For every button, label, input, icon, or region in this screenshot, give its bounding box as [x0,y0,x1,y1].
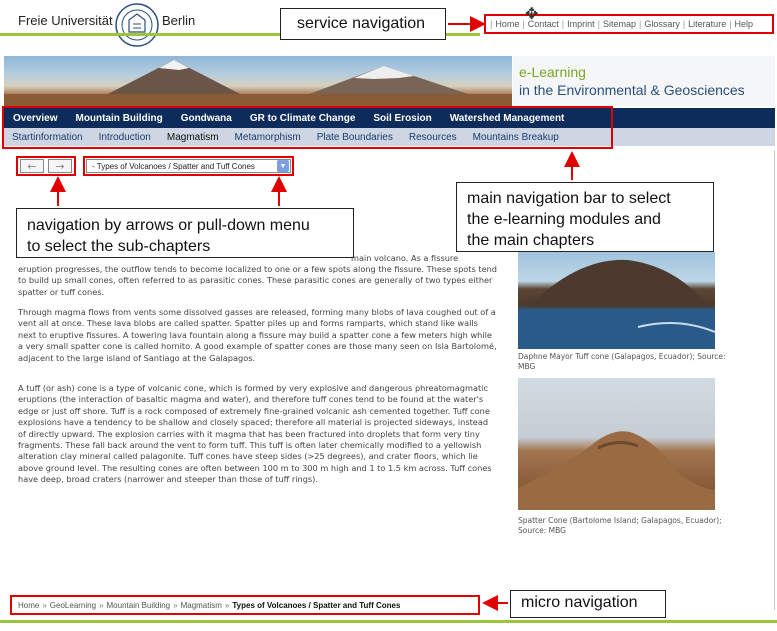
sub-nav-magmatism[interactable]: Magmatism [166,131,219,143]
move-cursor-icon: ✥ [525,4,539,23]
service-link-help[interactable]: Help [734,19,754,29]
sub-nav-resources[interactable]: Resources [408,131,457,143]
banner-title [513,56,775,106]
footer-divider [0,620,777,623]
banner-title-line2: in the Environmental & Geosciences [519,82,745,98]
content-right-border [774,150,775,610]
breadcrumb-separator: » [99,600,104,610]
main-nav-mountain-building[interactable]: Mountain Building [75,112,163,124]
callout-main-line3: the main chapters [467,232,595,249]
main-nav-soil-erosion[interactable]: Soil Erosion [373,112,432,124]
callout-main-navigation [456,182,714,252]
main-nav-highlight [2,106,613,149]
breadcrumb-mountain-building[interactable]: Mountain Building [106,600,171,610]
breadcrumb-separator: » [173,600,178,610]
banner-title-line1: e-Learning [519,64,586,80]
dropdown-selected-value: - Types of Volcanoes / Spatter and Tuff Cones [92,161,255,171]
main-nav-watershed-management[interactable]: Watershed Management [449,112,565,124]
photo2-caption: Spatter Cone (Bartolome Island; Galapagos, Ecuador); Source: MBG [518,516,722,535]
chapter-arrows [16,156,76,176]
sub-nav-metamorphism[interactable]: Metamorphism [234,131,301,143]
main-nav-overview[interactable]: Overview [13,112,58,124]
callout-micro-navigation: micro navigation [510,590,666,618]
tuff-cone-icon [518,252,715,349]
sub-nav-plate-boundaries[interactable]: Plate Boundaries [316,131,393,143]
breadcrumb-separator: » [42,600,47,610]
service-link-literature[interactable]: Literature [688,19,727,29]
service-navigation: | Home | Contact | Imprint | Sitemap | Glossary | Literature | Help [484,14,774,34]
callout-main-line2: the e-learning modules and [467,211,661,228]
service-link-imprint[interactable]: Imprint [567,19,595,29]
banner-image [4,56,512,106]
breadcrumb-magmatism[interactable]: Magmatism [180,600,222,610]
university-name-left: Freie Universität [18,13,113,28]
chevron-down-icon[interactable]: ▼ [277,160,289,172]
sub-nav-startinformation[interactable]: Startinformation [12,131,83,143]
callout-arrows-line2: to select the sub-chapters [27,238,211,255]
content-partial-line: main volcano. As a fissure [351,253,459,263]
content-paragraph-1: eruption progresses, the outflow tends to become localized to one or a few spots along the fissure. These spots tend to build up small cones, often referred to as parasitic cones. These parasitic cones are generally of two types either spatter or tuff cones. [18,264,497,297]
service-link-sitemap[interactable]: Sitemap [602,19,636,29]
service-link-home[interactable]: Home [495,19,520,29]
main-nav-gr-climate-change[interactable]: GR to Climate Change [249,112,356,124]
photo-daphne-mayor-tuff-cone [518,252,715,349]
breadcrumb-current: Types of Volcanoes / Spatter and Tuff Cones [232,600,401,610]
next-arrow-button[interactable]: → [48,159,72,173]
prev-arrow-button[interactable]: ← [20,159,44,173]
content-paragraph-3: A tuff (or ash) cone is a type of volcanic cone, which is formed by very explosive and dangerous phreatomagmatic eruptions (the interaction of basaltic magma and water), and therefore tuff cones tend to be found at the water's edge or just off shore. Tuff is a rock composed of extremely fine-grained volcanic ash cemented together. Tuff cone explosions have a tendency to be shallow and closely spaced; therefore all material is projected sideways, instead of directly upward. The explosion carries with it magma that has been fractured into droplets that form very tiny fragments. These fall back around the vent to form tuff. This tuff is often later chemically modified to a yellowish alteration clay mineral called palagonite. Tuff cones have steep sides (>25 degrees), and crater floors, which lie above ground level. The resulting cones are often between 100 m to 300 m high and 1 to 1.5 km across. Tuff cones have deep, broad craters (narrower and steeper than those of tuff rings). [18,383,492,485]
sub-nav-introduction[interactable]: Introduction [98,131,151,143]
sub-nav-mountains-breakup[interactable]: Mountains Breakup [472,131,559,143]
service-link-glossary[interactable]: Glossary [644,19,680,29]
subchapter-dropdown[interactable] [86,159,291,173]
breadcrumb-separator: » [224,600,230,610]
photo1-caption: Daphne Mayor Tuff cone (Galapagos, Ecuador); Source: MBG [518,352,726,371]
breadcrumb-home[interactable]: Home [18,600,40,610]
callout-arrow-navigation [16,208,354,258]
service-link-contact[interactable]: Contact [527,19,559,29]
university-seal-icon [114,2,160,48]
spatter-cone-icon [518,378,715,510]
photo-spatter-cone-bartolome [518,378,715,510]
callout-arrows-line1: navigation by arrows or pull-down menu [27,217,310,234]
callout-main-line1: main navigation bar to select [467,190,671,207]
university-name-right: Berlin [162,13,196,28]
main-nav-gondwana[interactable]: Gondwana [180,112,232,124]
content-paragraph-2: Through magma flows from vents some dissolved gasses are released, forming many blobs of lava coughed out of a vent all at once. These lava blobs are called spatter. Spatter piles up and forms ramparts, which stand like walls next to eruptive fissures. A towering lava fountain along a fissure may build a spatter cone a few meters high while a very small spatter cone is called hornito. A good example of spatter cones are those many seen on Isla Bartolomé, adjacent to the large island of Santiago at the Galapagos. [18,307,497,363]
breadcrumb-geolearning[interactable]: GeoLearning [49,600,97,610]
breadcrumb [10,595,480,615]
volcano-landscape-icon [4,56,512,106]
callout-service-navigation: service navigation [280,8,446,40]
subchapter-dropdown-highlight [83,156,294,176]
